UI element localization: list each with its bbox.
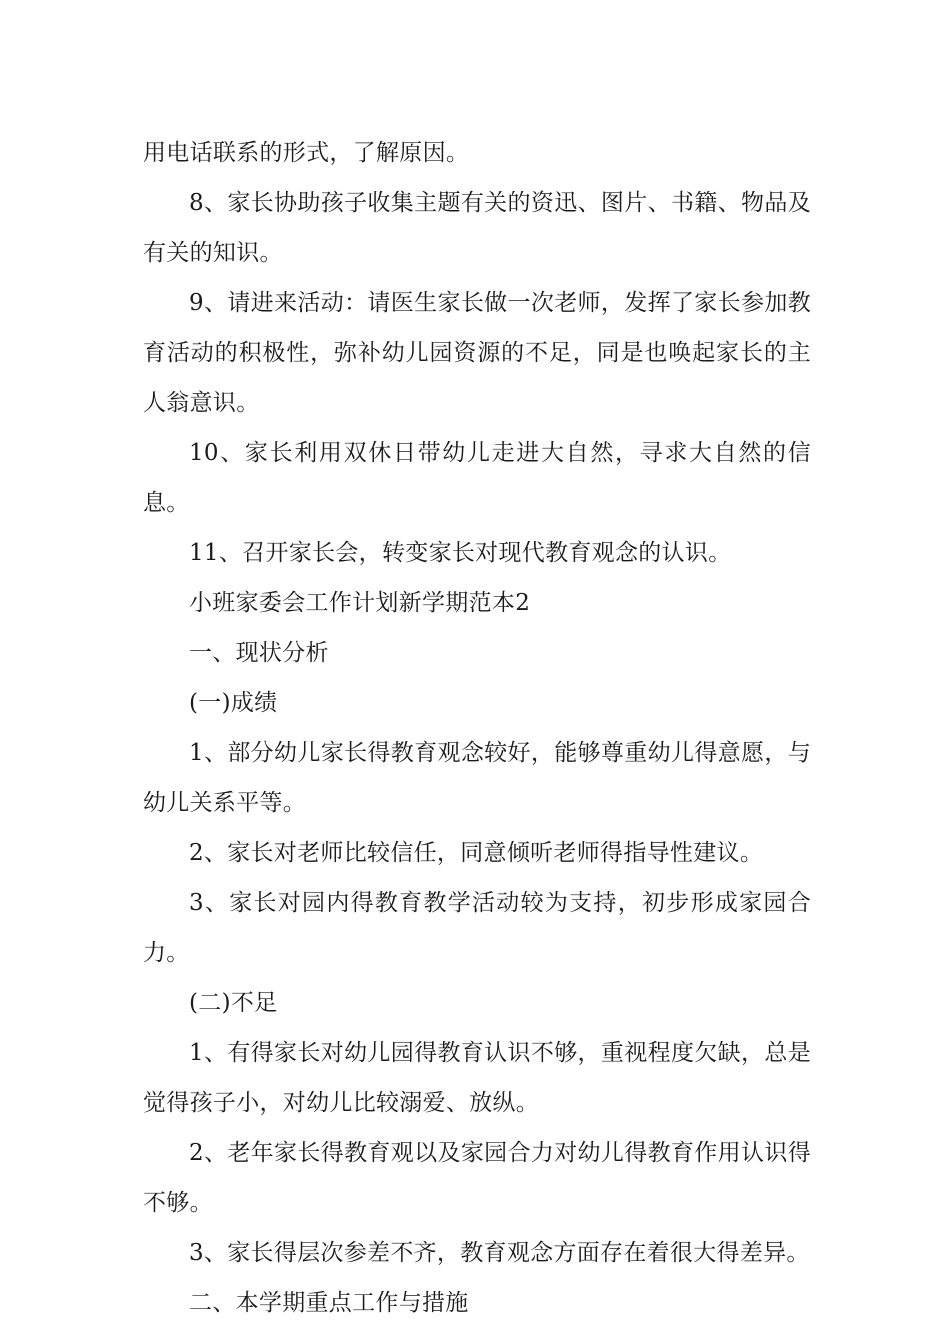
paragraph: 1、有得家长对幼儿园得教育认识不够，重视程度欠缺，总是觉得孩子小，对幼儿比较溺爱、放纵。: [143, 1040, 811, 1116]
paragraph: 1、部分幼儿家长得教育观念较好，能够尊重幼儿得意愿，与幼儿关系平等。: [143, 740, 811, 816]
heading: 一、现状分析: [189, 640, 329, 666]
paragraph: 2、老年家长得教育观以及家园合力对幼儿得教育作用认识得不够。: [143, 1140, 811, 1216]
paragraph: 用电话联系的形式，了解原因。: [143, 140, 470, 166]
paragraph: 8、家长协助孩子收集主题有关的资迅、图片、书籍、物品及有关的知识。: [143, 190, 811, 266]
paragraph: 3、家长得层次参差不齐，教育观念方面存在着很大得差异。: [189, 1240, 810, 1266]
paragraph: 10、家长利用双休日带幼儿走进大自然，寻求大自然的信息。: [143, 440, 811, 516]
document-body: [143, 128, 811, 1328]
heading: 二、本学期重点工作与措施: [189, 1290, 469, 1316]
paragraph: 2、家长对老师比较信任，同意倾听老师得指导性建议。: [189, 840, 764, 866]
paragraph: 9、请进来活动：请医生家长做一次老师，发挥了家长参加教育活动的积极性，弥补幼儿园资源的不足，同是也唤起家长的主人翁意识。: [143, 290, 811, 416]
paragraph: 11、召开家长会，转变家长对现代教育观念的认识。: [189, 540, 732, 566]
paragraph: 3、家长对园内得教育教学活动较为支持，初步形成家园合力。: [143, 890, 811, 966]
subheading: (一)成绩: [189, 690, 278, 716]
subheading: (二)不足: [189, 990, 278, 1016]
section-title: 小班家委会工作计划新学期范本2: [189, 590, 531, 616]
